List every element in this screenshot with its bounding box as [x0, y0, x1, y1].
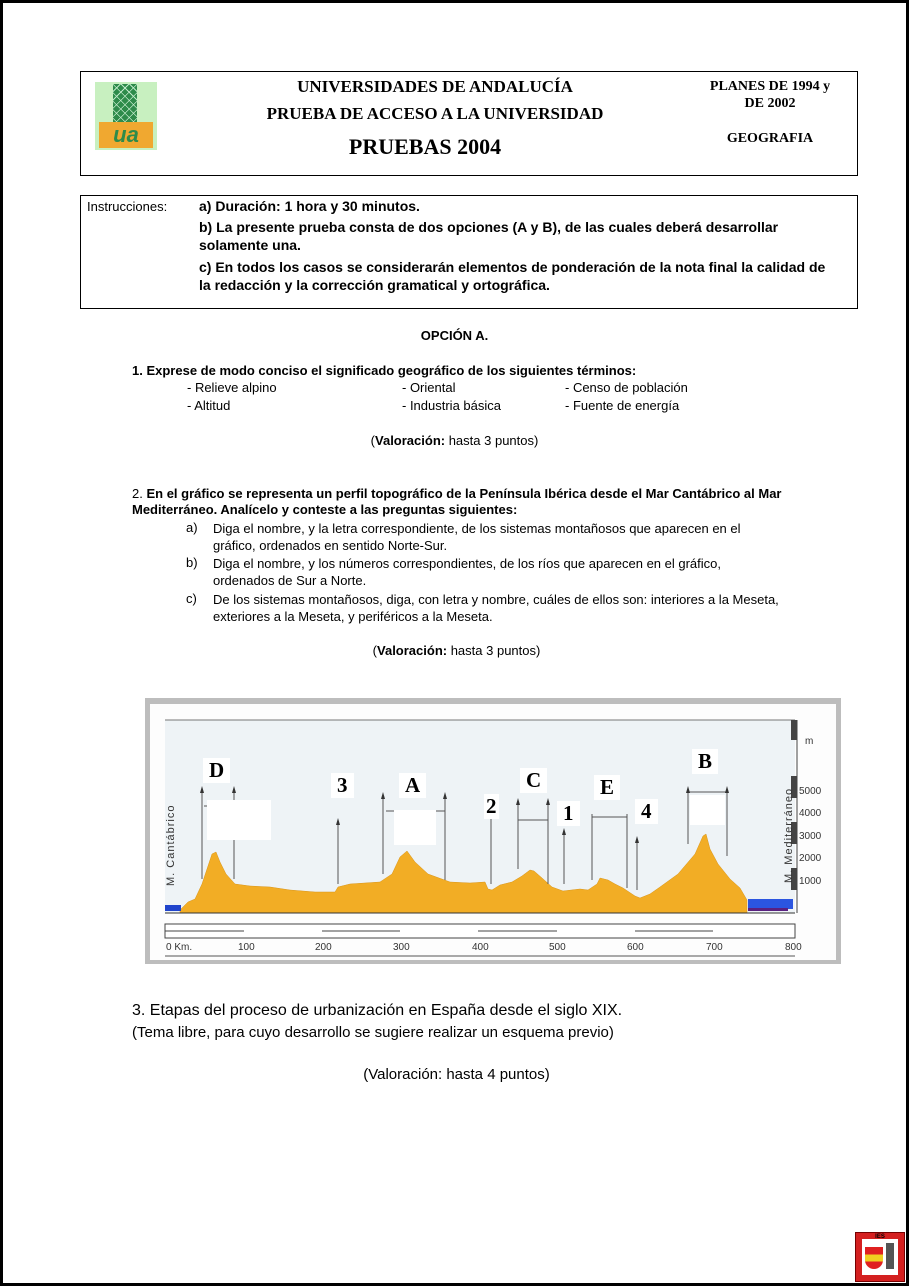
terrain-profile — [180, 834, 747, 913]
river-label-4: 4 — [635, 799, 658, 824]
left-sea-label: M. Cantábrico — [165, 804, 177, 886]
mediterranean-sea-deep — [748, 908, 788, 911]
q2-item-text: Diga el nombre, y la letra correspondiente, de los sistemas montañosos que aparecen en el gráfico, ordenados en sentido Norte-Sur. — [213, 521, 741, 553]
arrow-icon — [381, 792, 385, 799]
label-patch — [394, 810, 436, 845]
arrow-icon — [232, 786, 236, 793]
scale-segment — [791, 720, 797, 740]
mountain-label-A: A — [399, 773, 426, 798]
river-label-3: 3 — [331, 773, 354, 798]
q3-note: (Tema libre, para cuyo desarrollo se sugiere realizar un esquema previo) — [132, 1024, 614, 1041]
school-badge-icon — [855, 1232, 905, 1282]
elev-tick: 2000 — [799, 853, 822, 864]
km-tick: 300 — [393, 942, 410, 953]
logo-text: ua — [99, 122, 153, 148]
instructions-label: Instrucciones: — [87, 199, 168, 214]
instruction-b: b) La presente prueba consta de dos opciones (A y B), de las cuales deberá desarrollar solamente una. — [199, 219, 779, 253]
cantabrian-sea — [165, 905, 181, 911]
q2-score — [0, 643, 909, 658]
km-tick: 0 Km. — [166, 942, 193, 953]
q2-score-value: hasta 3 puntos) — [447, 643, 541, 658]
mountain-label-E: E — [594, 775, 620, 800]
mediterranean-sea — [748, 899, 793, 909]
instruction-a: a) Duración: 1 hora y 30 minutos. — [199, 198, 420, 214]
q2-score-label: Valoración: — [377, 643, 448, 658]
q1-term: - Oriental — [402, 380, 456, 395]
q3-score-label: Valoración — [368, 1066, 438, 1083]
km-tick: 700 — [706, 942, 723, 953]
km-tick: 800 — [785, 942, 802, 953]
label-patch — [690, 795, 725, 825]
q2-item-mark: a) — [186, 520, 198, 535]
elev-tick: 5000 — [799, 786, 822, 797]
q1-text: 1. Exprese de modo conciso el significado geográfico de los siguientes términos: — [132, 363, 637, 378]
mountain-label-D: D — [203, 758, 230, 783]
elev-unit: m — [805, 736, 814, 747]
q1-term: - Relieve alpino — [187, 380, 277, 395]
planes-line1: PLANES DE 1994 y — [709, 79, 831, 94]
option-title: OPCIÓN A. — [420, 328, 489, 343]
right-sea-label: M. Mediterráneo — [783, 787, 795, 883]
label-patch — [207, 800, 271, 840]
header-line1: UNIVERSIDADES DE ANDALUCÍA — [297, 77, 573, 96]
elev-tick: 3000 — [799, 831, 822, 842]
km-tick: 100 — [238, 942, 255, 953]
q3-score — [0, 1066, 909, 1083]
q2-item-text: De los sistemas montañosos, diga, con letra y nombre, cuáles de ellos son: interiores a la Meseta, exteriores a la Meseta, y periféricos a la Meseta. — [213, 592, 779, 624]
subject: GEOGRAFIA — [726, 131, 814, 146]
q1-term: - Censo de población — [565, 380, 688, 395]
elev-tick: 1000 — [799, 876, 822, 887]
header-line3: PRUEBAS 2004 — [348, 134, 502, 159]
q1-term: - Industria básica — [402, 398, 501, 413]
river-label-2: 2 — [486, 794, 497, 818]
arrow-icon — [725, 786, 729, 793]
q2-item-mark: b) — [186, 555, 198, 570]
planes-line2: DE 2002 — [744, 96, 796, 111]
q2-score-open: ( — [372, 643, 378, 658]
q3-score-open: ( — [363, 1066, 369, 1083]
q3-title: 3. Etapas del proceso de urbanización en España desde el siglo XIX. — [132, 1002, 623, 1019]
q1-score — [0, 433, 909, 448]
badge-text: IES — [875, 1234, 885, 1240]
elev-tick: 4000 — [799, 808, 822, 819]
q2-item-mark: c) — [186, 591, 197, 606]
km-tick: 400 — [472, 942, 489, 953]
q1-score-value: hasta 3 puntos) — [445, 433, 539, 448]
arrow-icon — [635, 836, 639, 843]
arrow-icon — [562, 828, 566, 835]
instruction-c: c) En todos los casos se considerarán elementos de ponderación de la nota final la calidad de la redacción y la corrección gramatical y ortográfica. — [199, 259, 826, 293]
q3-score-value: : hasta 4 puntos) — [438, 1066, 550, 1083]
mountain-label-C: C — [520, 768, 547, 793]
arrow-icon — [546, 798, 550, 805]
q1-term: - Altitud — [187, 398, 231, 413]
km-tick: 600 — [627, 942, 644, 953]
q2-text — [132, 486, 787, 518]
mountain-label-B: B — [692, 749, 718, 774]
arrow-icon — [686, 786, 690, 793]
logo-tower-icon — [113, 84, 137, 126]
q2-number: 2. — [132, 486, 147, 501]
arrow-icon — [336, 818, 340, 825]
q2-item-text: Diga el nombre, y los números correspondientes, de los ríos que aparecen en el gráfico, ordenados de Sur a Norte. — [213, 556, 722, 588]
q2-body: En el gráfico se representa un perfil topográfico de la Península Ibérica desde el Mar Cantábrico al Mar Mediterráneo. Analícelo y conteste a las preguntas siguientes: — [132, 486, 782, 517]
arrow-icon — [443, 792, 447, 799]
river-label-1: 1 — [557, 801, 580, 826]
q1-score-label: Valoración: — [375, 433, 446, 448]
q1-score-open: ( — [370, 433, 376, 448]
km-tick: 200 — [315, 942, 332, 953]
university-logo — [95, 82, 157, 150]
arrow-icon — [516, 798, 520, 805]
q1-term: - Fuente de energía — [565, 398, 680, 413]
km-tick: 500 — [549, 942, 566, 953]
header-line2: PRUEBA DE ACCESO A LA UNIVERSIDAD — [266, 104, 604, 123]
arrow-icon — [200, 786, 204, 793]
